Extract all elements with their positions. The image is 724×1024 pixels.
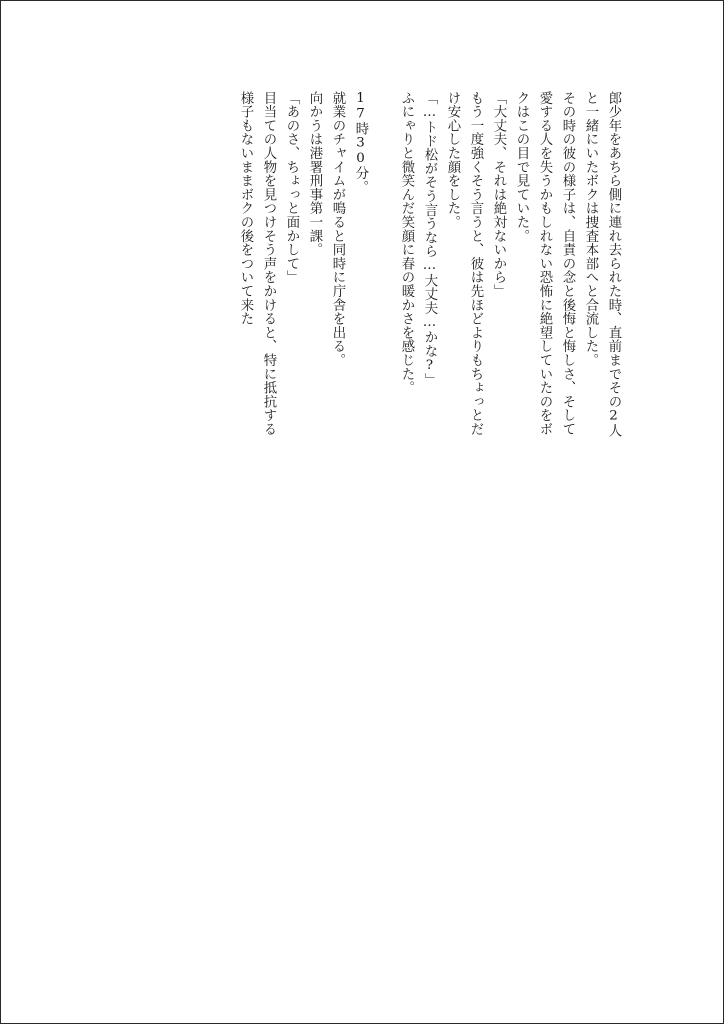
text-line: ふにゃりと微笑んだ笑顔に春の暖かさを感じた。 (399, 91, 414, 395)
text-line: もう一度強くそう言うと、彼は先ほどよりもちょっとだ (468, 91, 483, 436)
text-line: 「あのさ、ちょっと面かして」 (284, 91, 299, 285)
text-line: 17時30分。 (353, 91, 368, 194)
text-line: と一緒にいたボクは捜査本部へと合流した。 (583, 91, 598, 367)
vertical-text-body (234, 91, 625, 511)
text-line: 様子もないままボクの後をついて来た (238, 91, 253, 326)
text-line: け安心した顔をした。 (445, 91, 460, 229)
text-line: 愛する人を失うかもしれない恐怖に絶望していたのをボ (537, 91, 552, 436)
text-line: 郎少年をあちら側に連れ去られた時、直前までその2人 (606, 91, 621, 438)
blank-line (372, 91, 395, 511)
text-line: 「大丈夫、それは絶対ないから」 (491, 91, 506, 298)
text-line: その時の彼の様子は、自責の念と後悔と悔しさ、そして (560, 91, 575, 436)
text-line: 向かうは港署刑事第一課。 (307, 91, 322, 257)
text-line: 就業のチャイムが鳴ると同時に庁舎を出る。 (330, 91, 345, 367)
text-line: クはこの目で見ていた。 (514, 91, 529, 243)
text-line: 「…トド松がそう言うなら…大丈夫…かな?」 (422, 91, 437, 388)
text-line: 目当ての人物を見つけそう声をかけると、特に抵抗する (261, 91, 276, 436)
